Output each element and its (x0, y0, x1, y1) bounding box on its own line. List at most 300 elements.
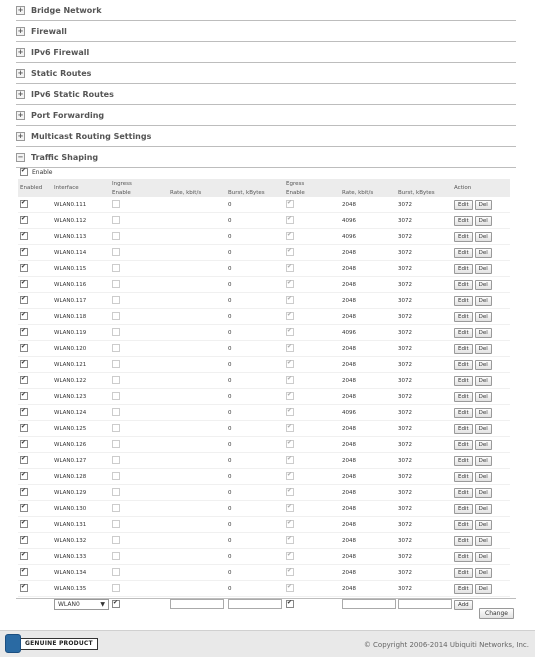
delete-button[interactable]: Del (475, 392, 492, 402)
row-enabled-checkbox[interactable] (20, 200, 28, 208)
row-ingress-burst: 0 (228, 329, 232, 336)
row-enabled-checkbox[interactable] (20, 536, 28, 544)
row-enabled-checkbox[interactable] (20, 520, 28, 528)
traffic-shaping-table (18, 179, 510, 612)
change-button[interactable]: Change (479, 608, 514, 619)
row-egress-rate: 2048 (342, 537, 356, 544)
row-interface: WLAN0.132 (54, 537, 87, 544)
table-row (18, 245, 510, 261)
section-list (16, 0, 516, 168)
new-ingress-enable-checkbox[interactable] (112, 600, 120, 608)
edit-button[interactable]: Edit (454, 584, 473, 594)
row-egress-enable-checkbox (286, 536, 294, 544)
delete-button[interactable]: Del (475, 216, 492, 226)
table-row (18, 453, 510, 469)
row-egress-enable-checkbox (286, 232, 294, 240)
row-egress-enable-checkbox (286, 248, 294, 256)
row-enabled-checkbox[interactable] (20, 312, 28, 320)
row-egress-rate: 2048 (342, 553, 356, 560)
col-enabled: Enabled (18, 179, 52, 197)
row-ingress-burst: 0 (228, 249, 232, 256)
row-egress-burst: 3072 (398, 537, 412, 544)
row-egress-burst: 3072 (398, 377, 412, 384)
row-interface: WLAN0.119 (54, 329, 87, 336)
row-egress-rate: 2048 (342, 297, 356, 304)
row-egress-enable-checkbox (286, 568, 294, 576)
table-row (18, 325, 510, 341)
row-interface: WLAN0.121 (54, 361, 87, 368)
delete-button[interactable]: Del (475, 552, 492, 562)
row-ingress-burst: 0 (228, 457, 232, 464)
row-ingress-enable-checkbox (112, 360, 120, 368)
row-interface: WLAN0.113 (54, 233, 87, 240)
row-ingress-burst: 0 (228, 313, 232, 320)
row-ingress-burst: 0 (228, 585, 232, 592)
row-interface: WLAN0.114 (54, 249, 87, 256)
table-row (18, 197, 510, 213)
divider (16, 598, 516, 599)
edit-button[interactable]: Edit (454, 200, 473, 210)
delete-button[interactable]: Del (475, 248, 492, 258)
row-egress-enable-checkbox (286, 584, 294, 592)
row-interface: WLAN0.124 (54, 409, 87, 416)
expand-icon[interactable]: + (17, 68, 24, 77)
expand-icon[interactable]: + (17, 89, 24, 98)
delete-button[interactable]: Del (475, 568, 492, 578)
section-port-forwarding[interactable] (16, 105, 516, 126)
edit-button[interactable]: Edit (454, 408, 473, 418)
edit-button[interactable]: Edit (454, 472, 473, 482)
delete-button[interactable]: Del (475, 344, 492, 354)
row-enabled-checkbox[interactable] (20, 264, 28, 272)
row-enabled-checkbox[interactable] (20, 216, 28, 224)
row-ingress-rate (168, 197, 226, 213)
row-ingress-enable-checkbox (112, 232, 120, 240)
row-enabled-checkbox[interactable] (20, 456, 28, 464)
row-interface: WLAN0.120 (54, 345, 87, 352)
row-egress-rate: 4096 (342, 233, 356, 240)
row-egress-burst: 3072 (398, 217, 412, 224)
row-ingress-burst: 0 (228, 265, 232, 272)
edit-button[interactable]: Edit (454, 248, 473, 258)
row-egress-enable-checkbox (286, 440, 294, 448)
section-label: IPv6 Firewall (31, 47, 90, 57)
row-egress-enable-checkbox (286, 424, 294, 432)
col-interface: Interface (52, 179, 110, 197)
row-ingress-rate (168, 405, 226, 421)
row-egress-rate: 2048 (342, 585, 356, 592)
delete-button[interactable]: Del (475, 376, 492, 386)
edit-button[interactable]: Edit (454, 424, 473, 434)
row-ingress-rate (168, 229, 226, 245)
row-egress-rate: 2048 (342, 457, 356, 464)
row-egress-enable-checkbox (286, 216, 294, 224)
edit-button[interactable]: Edit (454, 488, 473, 498)
row-ingress-enable-checkbox (112, 440, 120, 448)
row-ingress-rate (168, 277, 226, 293)
row-ingress-enable-checkbox (112, 296, 120, 304)
row-enabled-checkbox[interactable] (20, 504, 28, 512)
row-enabled-checkbox[interactable] (20, 552, 28, 560)
table-row (18, 581, 510, 597)
section-traffic-shaping[interactable] (16, 147, 516, 168)
expand-icon[interactable]: + (17, 5, 24, 14)
row-ingress-burst: 0 (228, 441, 232, 448)
row-enabled-checkbox[interactable] (20, 472, 28, 480)
table-row (18, 565, 510, 581)
table-row (18, 229, 510, 245)
row-egress-rate: 2048 (342, 201, 356, 208)
row-enabled-checkbox[interactable] (20, 568, 28, 576)
edit-button[interactable]: Edit (454, 360, 473, 370)
row-ingress-enable-checkbox (112, 408, 120, 416)
footer (0, 630, 535, 657)
row-egress-burst: 3072 (398, 521, 412, 528)
table-row (18, 341, 510, 357)
row-interface: WLAN0.129 (54, 489, 87, 496)
table-row (18, 357, 510, 373)
delete-button[interactable]: Del (475, 584, 492, 594)
delete-button[interactable]: Del (475, 312, 492, 322)
edit-button[interactable]: Edit (454, 264, 473, 274)
section-ipv6-firewall[interactable] (16, 42, 516, 63)
row-egress-rate: 2048 (342, 281, 356, 288)
row-egress-burst: 3072 (398, 281, 412, 288)
section-firewall[interactable] (16, 21, 516, 42)
row-egress-burst: 3072 (398, 553, 412, 560)
expand-icon[interactable]: + (17, 110, 24, 119)
row-egress-burst: 3072 (398, 489, 412, 496)
add-button[interactable]: Add (454, 600, 473, 610)
row-ingress-enable-checkbox (112, 424, 120, 432)
row-ingress-burst: 0 (228, 361, 232, 368)
edit-button[interactable]: Edit (454, 456, 473, 466)
collapse-icon[interactable]: − (17, 152, 24, 161)
row-egress-rate: 2048 (342, 425, 356, 432)
badge-text: GENUINE PRODUCT (21, 638, 98, 650)
row-ingress-burst: 0 (228, 377, 232, 384)
delete-button[interactable]: Del (475, 360, 492, 370)
row-ingress-rate (168, 565, 226, 581)
row-ingress-rate (168, 453, 226, 469)
edit-button[interactable]: Edit (454, 328, 473, 338)
row-ingress-burst: 0 (228, 489, 232, 496)
row-ingress-rate (168, 469, 226, 485)
row-ingress-rate (168, 421, 226, 437)
row-ingress-burst: 0 (228, 393, 232, 400)
expand-icon[interactable]: + (17, 131, 24, 140)
section-label: Static Routes (31, 68, 92, 78)
row-enabled-checkbox[interactable] (20, 232, 28, 240)
row-egress-rate: 2048 (342, 377, 356, 384)
row-ingress-rate (168, 293, 226, 309)
delete-button[interactable]: Del (475, 280, 492, 290)
row-interface: WLAN0.115 (54, 265, 87, 272)
row-egress-rate: 2048 (342, 521, 356, 528)
row-enabled-checkbox[interactable] (20, 488, 28, 496)
edit-button[interactable]: Edit (454, 520, 473, 530)
row-ingress-enable-checkbox (112, 328, 120, 336)
edit-button[interactable]: Edit (454, 296, 473, 306)
table-row (18, 213, 510, 229)
table-row (18, 533, 510, 549)
table-row (18, 277, 510, 293)
col-ingress-rate: Rate, kbit/s (168, 188, 226, 197)
row-egress-burst: 3072 (398, 361, 412, 368)
edit-button[interactable]: Edit (454, 232, 473, 242)
new-ingress-rate-input[interactable] (170, 599, 224, 609)
row-egress-burst: 3072 (398, 249, 412, 256)
copyright-text: © Copyright 2006-2014 Ubiquiti Networks, Inc. (363, 641, 529, 649)
col-egress-burst: Burst, kBytes (396, 188, 452, 197)
row-egress-enable-checkbox (286, 200, 294, 208)
row-interface: WLAN0.128 (54, 473, 87, 480)
delete-button[interactable]: Del (475, 424, 492, 434)
row-egress-burst: 3072 (398, 201, 412, 208)
enable-checkbox[interactable] (20, 168, 28, 176)
delete-button[interactable]: Del (475, 520, 492, 530)
row-ingress-enable-checkbox (112, 456, 120, 464)
row-ingress-burst: 0 (228, 537, 232, 544)
col-ingress-burst: Burst, kBytes (226, 188, 284, 197)
lock-icon (5, 634, 21, 653)
table-row (18, 261, 510, 277)
delete-button[interactable]: Del (475, 440, 492, 450)
expand-icon[interactable]: + (17, 47, 24, 56)
row-enabled-checkbox[interactable] (20, 376, 28, 384)
section-multicast-routing[interactable] (16, 126, 516, 147)
row-enabled-checkbox[interactable] (20, 344, 28, 352)
row-egress-burst: 3072 (398, 425, 412, 432)
row-ingress-enable-checkbox (112, 568, 120, 576)
row-ingress-burst: 0 (228, 297, 232, 304)
row-enabled-checkbox[interactable] (20, 424, 28, 432)
row-ingress-rate (168, 549, 226, 565)
row-egress-enable-checkbox (286, 264, 294, 272)
row-egress-burst: 3072 (398, 569, 412, 576)
row-interface: WLAN0.126 (54, 441, 87, 448)
new-egress-burst-input[interactable] (398, 599, 452, 609)
table-row (18, 485, 510, 501)
table-row (18, 421, 510, 437)
row-ingress-burst: 0 (228, 281, 232, 288)
row-ingress-rate (168, 501, 226, 517)
edit-button[interactable]: Edit (454, 440, 473, 450)
row-egress-enable-checkbox (286, 472, 294, 480)
table-row (18, 517, 510, 533)
row-egress-burst: 3072 (398, 585, 412, 592)
row-egress-rate: 2048 (342, 249, 356, 256)
edit-button[interactable]: Edit (454, 536, 473, 546)
row-enabled-checkbox[interactable] (20, 392, 28, 400)
row-interface: WLAN0.112 (54, 217, 87, 224)
row-egress-enable-checkbox (286, 296, 294, 304)
row-egress-enable-checkbox (286, 504, 294, 512)
row-ingress-rate (168, 485, 226, 501)
row-egress-enable-checkbox (286, 456, 294, 464)
delete-button[interactable]: Del (475, 504, 492, 514)
row-interface: WLAN0.134 (54, 569, 87, 576)
edit-button[interactable]: Edit (454, 392, 473, 402)
edit-button[interactable]: Edit (454, 552, 473, 562)
row-ingress-enable-checkbox (112, 488, 120, 496)
row-egress-burst: 3072 (398, 393, 412, 400)
row-egress-rate: 2048 (342, 361, 356, 368)
row-ingress-burst: 0 (228, 473, 232, 480)
row-egress-enable-checkbox (286, 408, 294, 416)
row-ingress-burst: 0 (228, 505, 232, 512)
new-egress-enable-checkbox[interactable] (286, 600, 294, 608)
row-ingress-burst: 0 (228, 425, 232, 432)
row-interface: WLAN0.117 (54, 297, 87, 304)
edit-button[interactable]: Edit (454, 312, 473, 322)
row-ingress-enable-checkbox (112, 264, 120, 272)
new-egress-rate-input[interactable] (342, 599, 396, 609)
row-egress-enable-checkbox (286, 344, 294, 352)
row-enabled-checkbox[interactable] (20, 328, 28, 336)
row-ingress-burst: 0 (228, 569, 232, 576)
section-label: Firewall (31, 26, 67, 36)
row-ingress-enable-checkbox (112, 472, 120, 480)
edit-button[interactable]: Edit (454, 568, 473, 578)
row-ingress-rate (168, 373, 226, 389)
row-egress-burst: 3072 (398, 457, 412, 464)
table-row (18, 405, 510, 421)
row-egress-enable-checkbox (286, 376, 294, 384)
row-ingress-rate (168, 389, 226, 405)
row-egress-enable-checkbox (286, 392, 294, 400)
enable-label: Enable (32, 168, 53, 176)
row-enabled-checkbox[interactable] (20, 296, 28, 304)
row-egress-rate: 4096 (342, 329, 356, 336)
table-row (18, 501, 510, 517)
row-egress-rate: 2048 (342, 345, 356, 352)
section-bridge-network[interactable] (16, 0, 516, 21)
row-enabled-checkbox[interactable] (20, 248, 28, 256)
row-egress-rate: 2048 (342, 313, 356, 320)
row-ingress-rate (168, 325, 226, 341)
row-enabled-checkbox[interactable] (20, 360, 28, 368)
row-enabled-checkbox[interactable] (20, 408, 28, 416)
row-enabled-checkbox[interactable] (20, 280, 28, 288)
row-egress-burst: 3072 (398, 233, 412, 240)
section-label: Traffic Shaping (31, 152, 99, 162)
table-row (18, 293, 510, 309)
row-egress-burst: 3072 (398, 313, 412, 320)
edit-button[interactable]: Edit (454, 216, 473, 226)
row-ingress-enable-checkbox (112, 312, 120, 320)
delete-button[interactable]: Del (475, 200, 492, 210)
col-egress-rate: Rate, kbit/s (340, 188, 396, 197)
row-egress-rate: 4096 (342, 409, 356, 416)
delete-button[interactable]: Del (475, 456, 492, 466)
row-egress-burst: 3072 (398, 473, 412, 480)
new-ingress-burst-input[interactable] (228, 599, 282, 609)
table-row (18, 389, 510, 405)
delete-button[interactable]: Del (475, 232, 492, 242)
row-egress-rate: 2048 (342, 505, 356, 512)
row-ingress-enable-checkbox (112, 536, 120, 544)
delete-button[interactable]: Del (475, 472, 492, 482)
row-interface: WLAN0.135 (54, 585, 87, 592)
row-interface: WLAN0.131 (54, 521, 87, 528)
section-static-routes[interactable] (16, 63, 516, 84)
row-egress-rate: 2048 (342, 265, 356, 272)
edit-button[interactable]: Edit (454, 344, 473, 354)
row-ingress-rate (168, 309, 226, 325)
row-ingress-rate (168, 533, 226, 549)
table-row (18, 469, 510, 485)
row-interface: WLAN0.111 (54, 201, 87, 208)
row-egress-rate: 2048 (342, 489, 356, 496)
expand-icon[interactable]: + (17, 26, 24, 35)
row-interface: WLAN0.122 (54, 377, 87, 384)
row-ingress-rate (168, 437, 226, 453)
delete-button[interactable]: Del (475, 488, 492, 498)
table-body (18, 197, 510, 597)
row-enabled-checkbox[interactable] (20, 440, 28, 448)
row-ingress-enable-checkbox (112, 392, 120, 400)
row-ingress-rate (168, 213, 226, 229)
section-label: Bridge Network (31, 5, 102, 15)
row-ingress-rate (168, 357, 226, 373)
row-egress-burst: 3072 (398, 441, 412, 448)
row-egress-rate: 4096 (342, 217, 356, 224)
row-ingress-enable-checkbox (112, 200, 120, 208)
row-egress-enable-checkbox (286, 552, 294, 560)
delete-button[interactable]: Del (475, 296, 492, 306)
row-interface: WLAN0.123 (54, 393, 87, 400)
row-ingress-burst: 0 (228, 345, 232, 352)
row-egress-burst: 3072 (398, 409, 412, 416)
traffic-shaping-enable (20, 168, 52, 176)
delete-button[interactable]: Del (475, 536, 492, 546)
row-egress-rate: 2048 (342, 473, 356, 480)
row-egress-enable-checkbox (286, 360, 294, 368)
edit-button[interactable]: Edit (454, 280, 473, 290)
row-ingress-rate (168, 261, 226, 277)
row-interface: WLAN0.127 (54, 457, 87, 464)
delete-button[interactable]: Del (475, 328, 492, 338)
genuine-product-badge (5, 634, 98, 653)
interface-select[interactable]: WLAN0 ▼ (54, 599, 109, 610)
row-interface: WLAN0.133 (54, 553, 87, 560)
delete-button[interactable]: Del (475, 408, 492, 418)
row-ingress-enable-checkbox (112, 344, 120, 352)
row-ingress-burst: 0 (228, 233, 232, 240)
row-enabled-checkbox[interactable] (20, 584, 28, 592)
row-ingress-enable-checkbox (112, 248, 120, 256)
row-ingress-burst: 0 (228, 409, 232, 416)
edit-button[interactable]: Edit (454, 376, 473, 386)
row-egress-enable-checkbox (286, 328, 294, 336)
table-row (18, 309, 510, 325)
row-egress-burst: 3072 (398, 345, 412, 352)
row-interface: WLAN0.125 (54, 425, 87, 432)
row-interface: WLAN0.130 (54, 505, 87, 512)
delete-button[interactable]: Del (475, 264, 492, 274)
table-row (18, 437, 510, 453)
row-egress-enable-checkbox (286, 488, 294, 496)
col-action: Action (452, 179, 510, 197)
section-label: Port Forwarding (31, 110, 105, 120)
row-ingress-enable-checkbox (112, 280, 120, 288)
section-ipv6-static-routes[interactable] (16, 84, 516, 105)
row-egress-enable-checkbox (286, 312, 294, 320)
row-egress-rate: 2048 (342, 569, 356, 576)
edit-button[interactable]: Edit (454, 504, 473, 514)
col-egress-enable: Enable (284, 188, 340, 197)
